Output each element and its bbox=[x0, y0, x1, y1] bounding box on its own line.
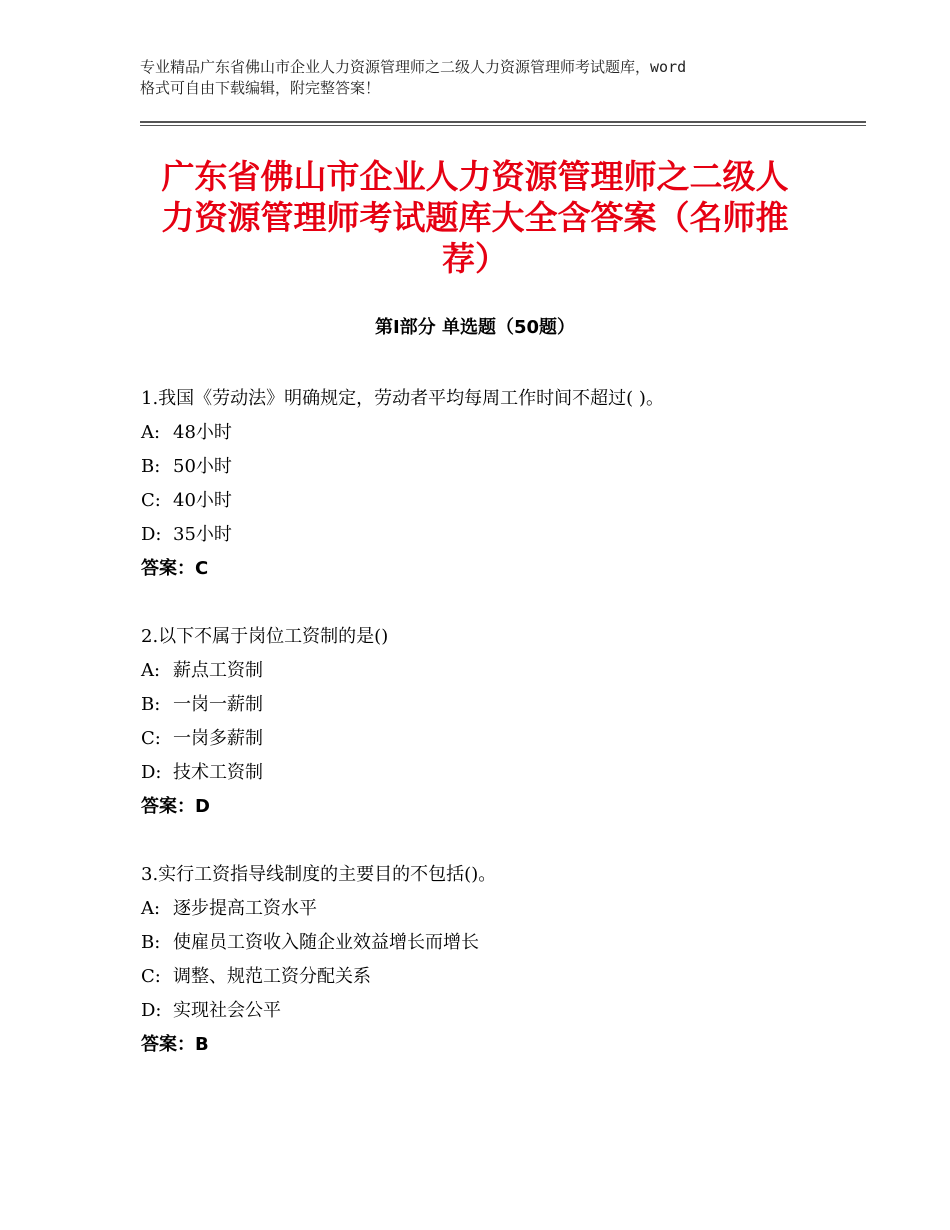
option-key: A: bbox=[141, 660, 161, 681]
answer-line: 答案：B bbox=[141, 1034, 209, 1055]
option-key: C: bbox=[141, 728, 161, 749]
header-divider-thick bbox=[140, 121, 866, 123]
option-text: 调整、规范工资分配关系 bbox=[173, 966, 371, 987]
option-key: A: bbox=[141, 422, 161, 443]
answer-line: 答案：D bbox=[141, 796, 210, 817]
option-key: A: bbox=[141, 898, 161, 919]
option-b bbox=[141, 450, 841, 484]
option-text: 技术工资制 bbox=[173, 762, 263, 783]
document-title bbox=[140, 156, 810, 279]
option-key: C: bbox=[141, 490, 161, 511]
option-b bbox=[141, 688, 841, 722]
option-text: 35小时 bbox=[173, 524, 232, 545]
header-note-line-1: 专业精品广东省佛山市企业人力资源管理师之二级人力资源管理师考试题库，word bbox=[140, 58, 687, 76]
option-a bbox=[141, 892, 841, 926]
question-2 bbox=[141, 620, 841, 824]
question-3 bbox=[141, 858, 841, 1062]
option-b bbox=[141, 926, 841, 960]
option-a bbox=[141, 416, 841, 450]
option-d bbox=[141, 518, 841, 552]
answer-line: 答案：C bbox=[141, 558, 209, 579]
option-key: D: bbox=[141, 1000, 162, 1021]
option-text: 50小时 bbox=[173, 456, 232, 477]
document-title-line-1: 广东省佛山市企业人力资源管理师之二级人 bbox=[161, 157, 789, 196]
section-title: 第Ⅰ部分 单选题（50题） bbox=[374, 317, 575, 338]
question-stem: 2.以下不属于岗位工资制的是() bbox=[141, 626, 389, 647]
option-c bbox=[141, 484, 841, 518]
option-d bbox=[141, 994, 841, 1028]
option-a bbox=[141, 654, 841, 688]
option-text: 逐步提高工资水平 bbox=[173, 898, 317, 919]
option-text: 实现社会公平 bbox=[173, 1000, 281, 1021]
document-title-line-3: 荐） bbox=[442, 239, 508, 278]
option-text: 一岗多薪制 bbox=[173, 728, 263, 749]
document-title-line-2: 力资源管理师考试题库大全含答案（名师推 bbox=[161, 198, 789, 237]
question-stem: 1.我国《劳动法》明确规定，劳动者平均每周工作时间不超过( )。 bbox=[141, 388, 664, 409]
option-text: 薪点工资制 bbox=[173, 660, 263, 681]
header-divider-thin bbox=[140, 125, 866, 126]
option-key: B: bbox=[141, 932, 161, 953]
option-text: 48小时 bbox=[173, 422, 232, 443]
question-stem: 3.实行工资指导线制度的主要目的不包括()。 bbox=[141, 864, 497, 885]
header-note-line-2: 格式可自由下载编辑，附完整答案！ bbox=[140, 79, 381, 97]
option-text: 40小时 bbox=[173, 490, 232, 511]
option-key: B: bbox=[141, 456, 161, 477]
option-text: 一岗一薪制 bbox=[173, 694, 263, 715]
question-list bbox=[141, 382, 841, 1096]
option-key: B: bbox=[141, 694, 161, 715]
header-note bbox=[140, 57, 840, 99]
option-c bbox=[141, 722, 841, 756]
option-key: D: bbox=[141, 762, 162, 783]
option-c bbox=[141, 960, 841, 994]
option-text: 使雇员工资收入随企业效益增长而增长 bbox=[173, 932, 479, 953]
question-1 bbox=[141, 382, 841, 586]
option-d bbox=[141, 756, 841, 790]
option-key: D: bbox=[141, 524, 162, 545]
option-key: C: bbox=[141, 966, 161, 987]
